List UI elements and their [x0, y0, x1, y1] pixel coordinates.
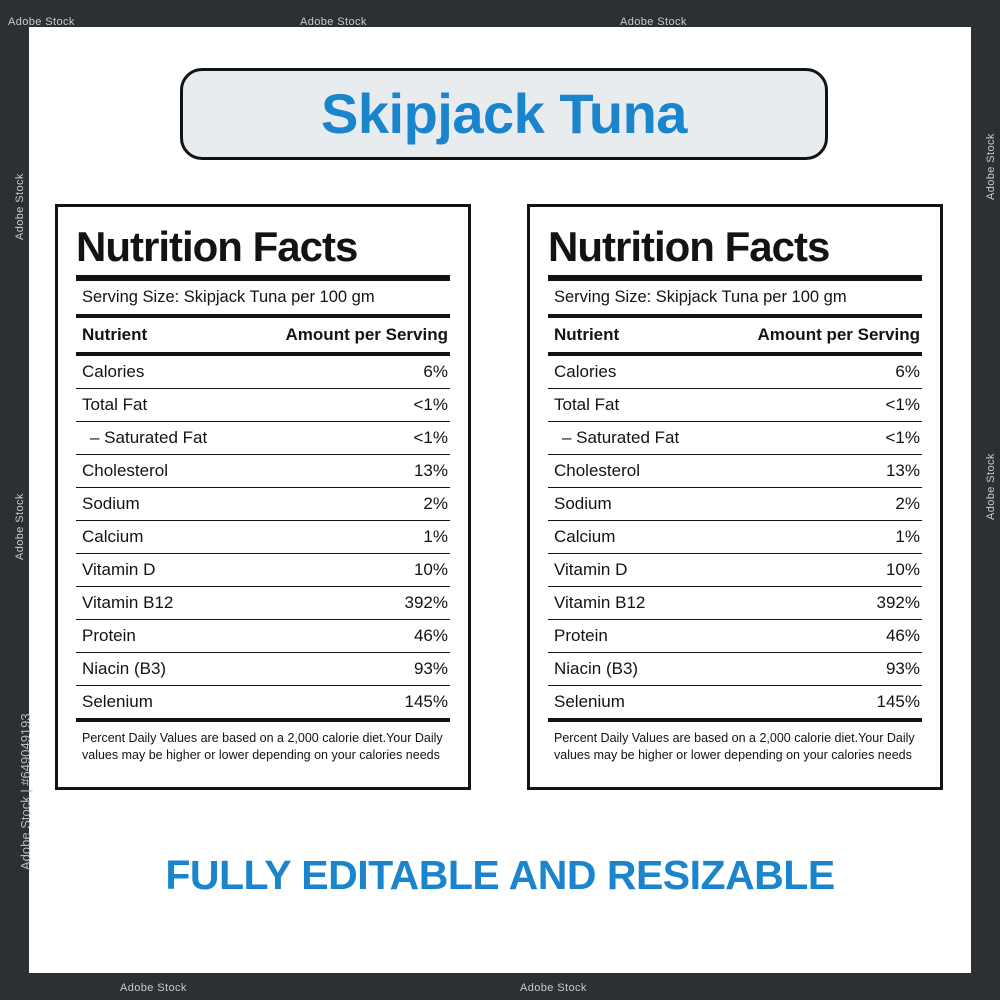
nutrient-value: 10% [885, 560, 920, 580]
nutrient-value: 2% [895, 494, 920, 514]
nutrient-label: Sodium [554, 494, 612, 514]
nutrient-label: – Saturated Fat [562, 428, 680, 448]
table-row [76, 653, 450, 685]
nutrient-label: Niacin (B3) [82, 659, 167, 679]
watermark-text: Adobe Stock [520, 982, 587, 994]
table-row [76, 620, 450, 652]
column-header-nutrient: Nutrient [82, 325, 148, 345]
nutrient-value: <1% [413, 395, 448, 415]
nutrient-value: 2% [423, 494, 448, 514]
nutrient-label: Vitamin D [554, 560, 628, 580]
table-row [548, 653, 922, 685]
nutrition-facts-heading: Nutrition Facts [76, 223, 358, 270]
table-row [76, 422, 450, 454]
nutrient-value: <1% [885, 395, 920, 415]
nutrient-label: Niacin (B3) [554, 659, 639, 679]
nutrition-panel-right [527, 204, 943, 790]
nutrient-label: Calories [554, 362, 617, 382]
column-header-amount: Amount per Serving [285, 325, 448, 345]
table-header-row [76, 318, 450, 352]
nutrient-label: Cholesterol [82, 461, 168, 481]
nutrition-panel-left [55, 204, 471, 790]
nutrient-label: Protein [82, 626, 136, 646]
table-row [548, 620, 922, 652]
nutrient-value: 46% [413, 626, 448, 646]
nutrient-value: 145% [876, 692, 920, 712]
table-row [548, 521, 922, 553]
nutrient-value: 93% [885, 659, 920, 679]
nutrient-label: Sodium [82, 494, 140, 514]
nutrient-label: – Saturated Fat [90, 428, 208, 448]
editable-caption: FULLY EDITABLE AND RESIZABLE [165, 852, 835, 898]
watermark-text: Adobe Stock [14, 173, 26, 240]
nutrient-value: 1% [895, 527, 920, 547]
nutrient-label: Vitamin B12 [82, 593, 174, 613]
watermark-text: Adobe Stock [620, 16, 687, 28]
nutrient-value: 6% [423, 362, 448, 382]
nutrient-label: Total Fat [554, 395, 620, 415]
watermark-text: Adobe Stock [300, 16, 367, 28]
nutrient-label: Calcium [554, 527, 616, 547]
nutrient-label: Selenium [554, 692, 625, 712]
table-row [76, 686, 450, 718]
table-row [548, 389, 922, 421]
nutrient-label: Vitamin D [82, 560, 156, 580]
serving-size: Serving Size: Skipjack Tuna per 100 gm [554, 288, 847, 307]
nutrient-value: 93% [413, 659, 448, 679]
table-row [76, 356, 450, 388]
daily-value-footnote: Percent Daily Values are based on a 2,000 calorie diet.Your Daily values may be higher or lower depending on your calories needs [82, 731, 443, 762]
product-title-pill [180, 68, 828, 160]
table-row [548, 554, 922, 586]
nutrient-value: 392% [876, 593, 920, 613]
table-row [548, 422, 922, 454]
nutrient-label: Selenium [82, 692, 153, 712]
watermark-text: Adobe Stock [985, 133, 997, 200]
table-row [76, 554, 450, 586]
nutrient-value: 145% [404, 692, 448, 712]
nutrient-value: 1% [423, 527, 448, 547]
table-row [548, 356, 922, 388]
table-header-row [548, 318, 922, 352]
nutrient-value: <1% [413, 428, 448, 448]
table-row [76, 488, 450, 520]
nutrient-value: 13% [885, 461, 920, 481]
nutrient-value: 13% [413, 461, 448, 481]
table-row [76, 521, 450, 553]
watermark-text: Adobe Stock [8, 16, 75, 28]
watermark-asset-id: Adobe Stock | #649049193 [18, 713, 33, 870]
daily-value-footnote: Percent Daily Values are based on a 2,000 calorie diet.Your Daily values may be higher or lower depending on your calories needs [554, 731, 915, 762]
serving-size: Serving Size: Skipjack Tuna per 100 gm [82, 288, 375, 307]
nutrient-value: 392% [404, 593, 448, 613]
nutrient-label: Cholesterol [554, 461, 640, 481]
table-row [76, 455, 450, 487]
table-row [548, 686, 922, 718]
nutrient-label: Total Fat [82, 395, 148, 415]
watermark-text: Adobe Stock [14, 493, 26, 560]
nutrient-label: Calories [82, 362, 145, 382]
nutrient-value: 6% [895, 362, 920, 382]
column-header-amount: Amount per Serving [757, 325, 920, 345]
nutrient-value: 10% [413, 560, 448, 580]
nutrition-facts-heading: Nutrition Facts [548, 223, 830, 270]
watermark-text: Adobe Stock [120, 982, 187, 994]
table-row [548, 587, 922, 619]
nutrient-value: 46% [885, 626, 920, 646]
table-row [548, 455, 922, 487]
nutrient-label: Protein [554, 626, 608, 646]
table-row [548, 488, 922, 520]
table-row [76, 389, 450, 421]
table-row [76, 587, 450, 619]
page-title: Skipjack Tuna [321, 82, 687, 145]
nutrient-label: Calcium [82, 527, 144, 547]
watermark-text: Adobe Stock [985, 453, 997, 520]
column-header-nutrient: Nutrient [554, 325, 620, 345]
nutrient-value: <1% [885, 428, 920, 448]
nutrient-label: Vitamin B12 [554, 593, 646, 613]
